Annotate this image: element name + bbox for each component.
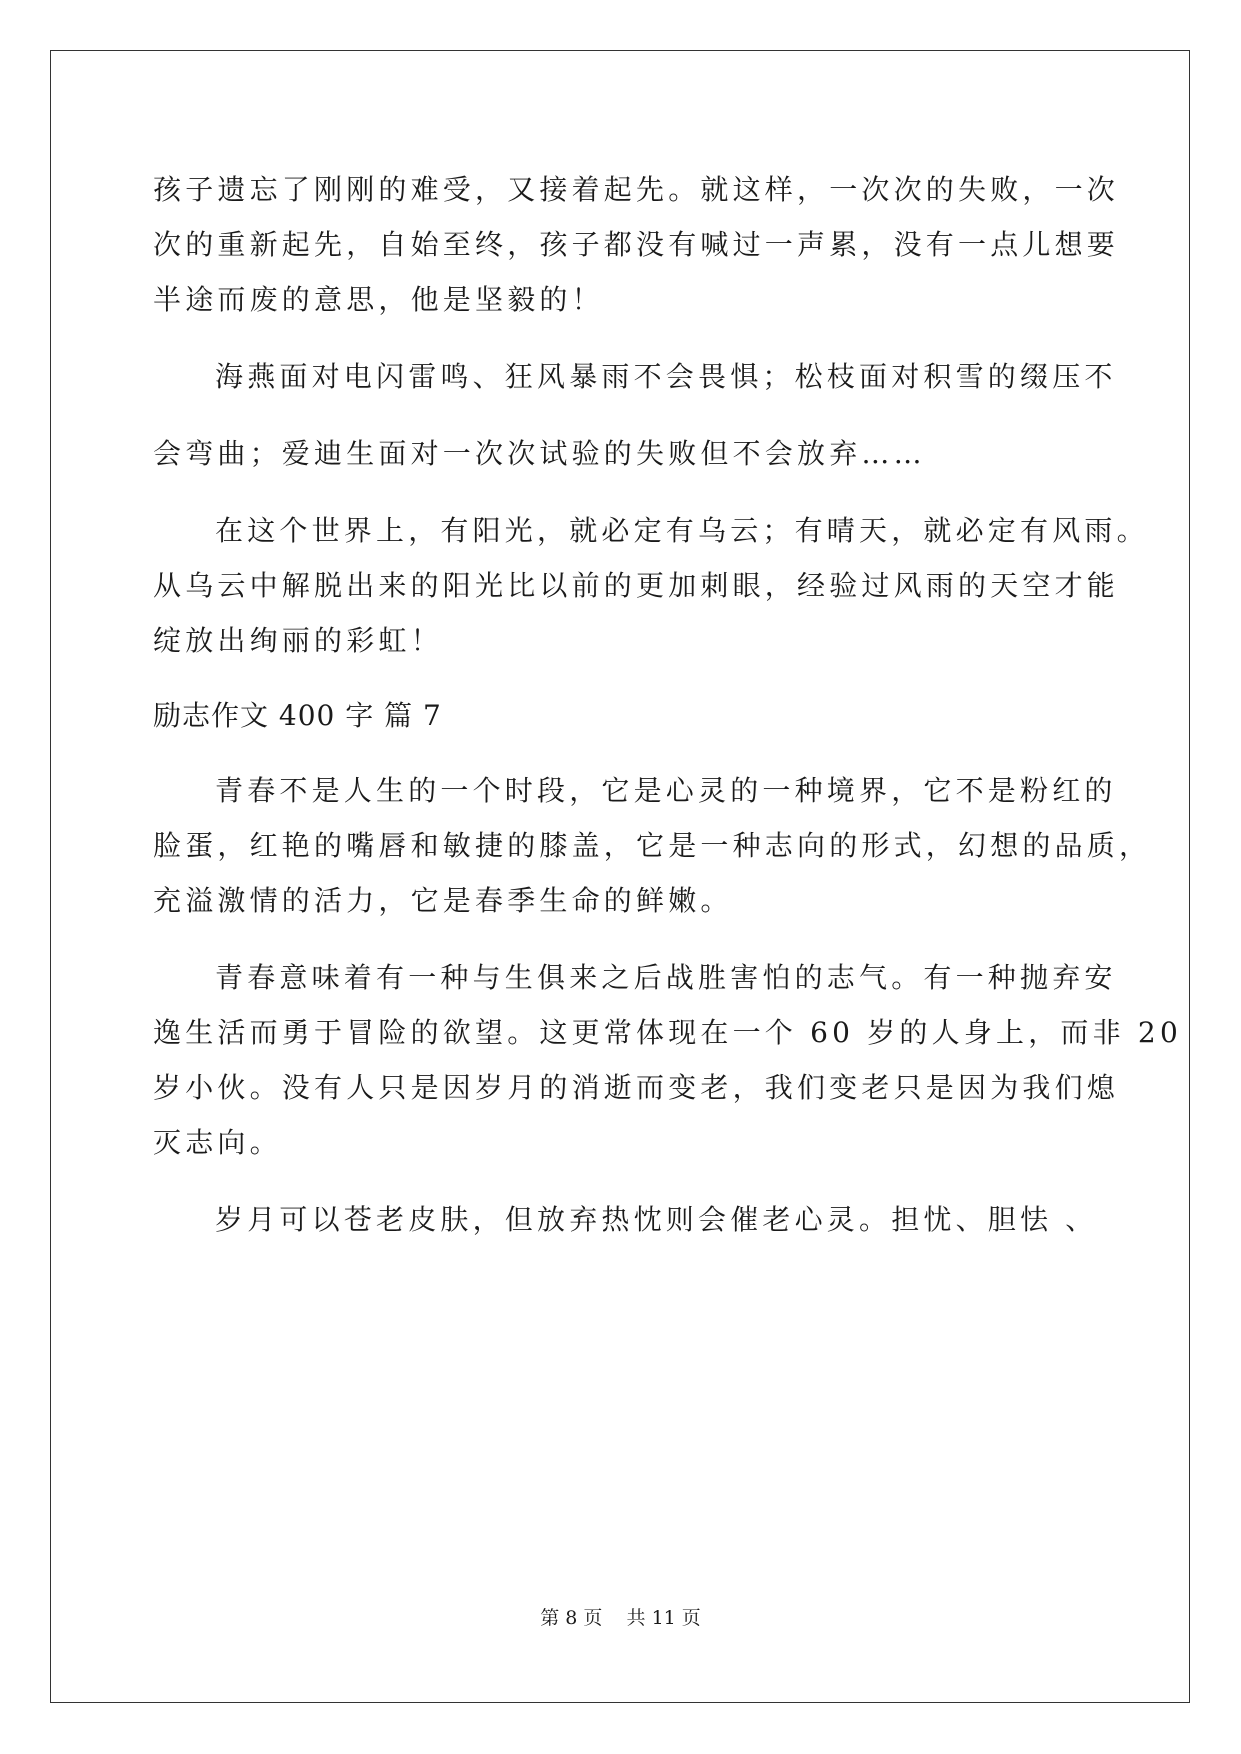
- body-line-12: 充溢激情的活力，它是春季生命的鲜嫩。: [153, 884, 733, 917]
- body-line-16: 灭志向。: [153, 1126, 282, 1159]
- body-line-8: 绽放出绚丽的彩虹！: [153, 624, 443, 657]
- body-line-6: 在这个世界上，有阳光，就必定有乌云；有晴天，就必定有风雨。: [215, 514, 1149, 547]
- body-line-5: 会弯曲；爱迪生面对一次次试验的失败但不会放弃……: [153, 437, 926, 470]
- body-line-17: 岁月可以苍老皮肤，但放弃热忱则会催老心灵。担忧、胆怯 、: [215, 1203, 1098, 1236]
- body-line-7: 从乌云中解脱出来的阳光比以前的更加刺眼，经验过风雨的天空才能: [153, 569, 1120, 602]
- body-line-13: 青春意味着有一种与生俱来之后战胜害怕的志气。有一种抛弃安: [215, 961, 1117, 994]
- body-line-15: 岁小伙。没有人只是因岁月的消逝而变老，我们变老只是因为我们熄: [153, 1071, 1120, 1104]
- body-line-2: 次的重新起先，自始至终，孩子都没有喊过一声累，没有一点儿想要: [153, 228, 1120, 261]
- body-line-14: 逸生活而勇于冒险的欲望。这更常体现在一个 60 岁的人身上，而非 20: [153, 1016, 1182, 1049]
- body-line-3: 半途而废的意思，他是坚毅的！: [153, 283, 604, 316]
- body-line-11: 脸蛋，红艳的嘴唇和敏捷的膝盖，它是一种志向的形式，幻想的品质，: [153, 829, 1152, 862]
- body-line-1: 孩子遗忘了刚刚的难受，又接着起先。就这样，一次次的失败，一次: [153, 173, 1120, 206]
- body-line-4: 海燕面对电闪雷鸣、狂风暴雨不会畏惧；松枝面对积雪的缀压不: [215, 360, 1117, 393]
- section-heading: 励志作文 400 字 篇 7: [153, 699, 442, 732]
- page-number-footer: 第 8 页 共 11 页: [540, 1607, 701, 1629]
- body-line-10: 青春不是人生的一个时段，它是心灵的一种境界，它不是粉红的: [215, 774, 1117, 807]
